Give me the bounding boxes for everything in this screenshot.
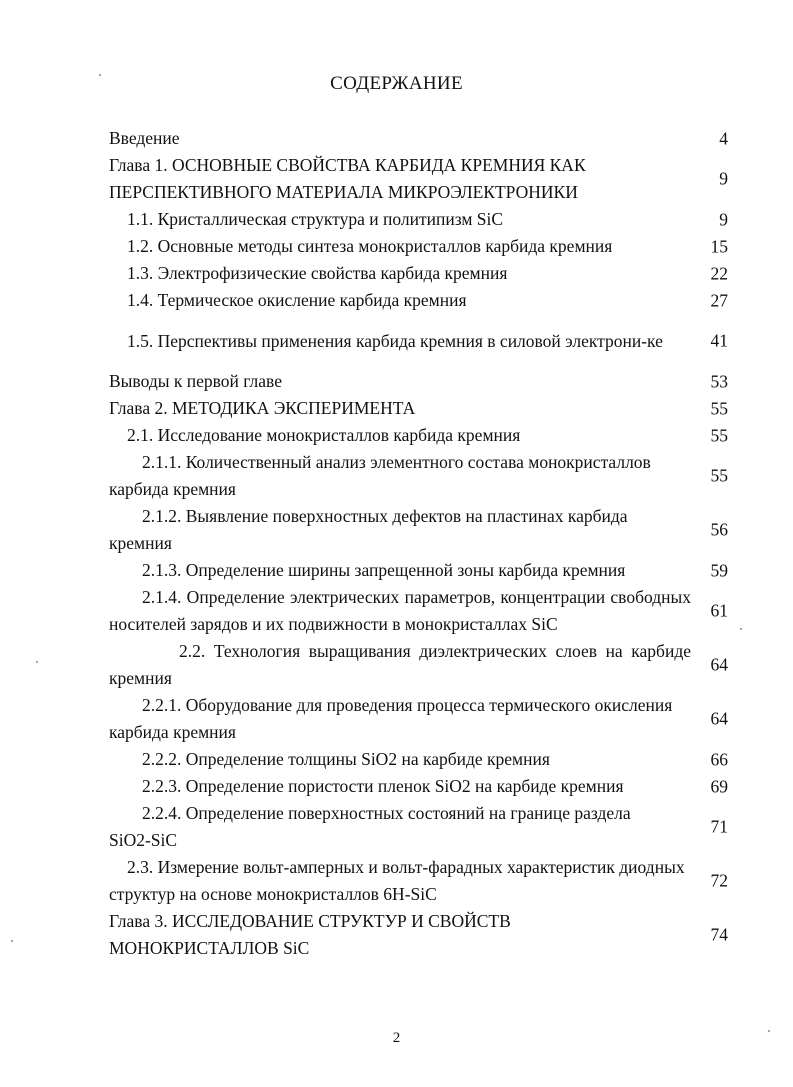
toc-entry-text: 2.1.2. Выявление поверхностных дефектов на пластинах карбида кремния (109, 506, 628, 553)
toc-entry-page: 64 (710, 708, 728, 729)
toc-entry-text: Глава 2. МЕТОДИКА ЭКСПЕРИМЕНТА (109, 398, 416, 418)
toc-entry-text: 1.1. Кристаллическая структура и политипизм SiC (127, 209, 504, 229)
toc-entry-text: 2.1.1. Количественный анализ элементного состава монокристаллов карбида кремния (109, 452, 651, 499)
toc-entry (109, 584, 734, 638)
toc-entry (109, 260, 734, 287)
toc-entry-page: 59 (710, 560, 728, 580)
toc-entry (109, 422, 734, 449)
toc-entry-page: 55 (710, 465, 728, 486)
toc-entry-text: 2.1. Исследование монокристаллов карбида кремния (127, 425, 521, 445)
toc-entry (109, 557, 734, 584)
toc-entry-text: 2.3. Измерение вольт-амперных и вольт-фарадных характеристик диодных структур на основе монокристаллов 6H-SiC (109, 857, 685, 904)
toc-entry (109, 503, 734, 557)
toc-entry-text: 1.2. Основные методы синтеза монокристаллов карбида кремния (127, 236, 613, 256)
toc-entry-text: 2.2.2. Определение толщины SiO2 на карбиде кремния (142, 749, 550, 769)
toc-entry (109, 368, 734, 395)
toc-entry (109, 152, 734, 206)
toc-entry-text: 1.3. Электрофизические свойства карбида кремния (127, 263, 508, 283)
toc-entry (109, 854, 734, 908)
toc-entry-text: 2.2.1. Оборудование для проведения процесса термического окисления карбида кремния (109, 695, 673, 742)
table-of-contents (109, 125, 734, 962)
toc-entry (109, 314, 734, 368)
toc-entry-page: 72 (710, 870, 728, 891)
toc-entry-page: 9 (719, 168, 728, 189)
toc-entry-page: 53 (710, 371, 728, 391)
scan-speck (768, 1030, 770, 1032)
scan-speck (740, 628, 742, 630)
toc-entry-text: Глава 1. ОСНОВНЫЕ СВОЙСТВА КАРБИДА КРЕМНИЯ КАК ПЕРСПЕКТИВНОГО МАТЕРИАЛА МИКРОЭЛЕКТРОНИКИ (109, 155, 586, 202)
toc-entry-page: 64 (710, 654, 728, 675)
toc-entry-text: 2.2.3. Определение пористости пленок SiO2 на карбиде кремния (142, 776, 624, 796)
toc-entry-text: 1.4. Термическое окисление карбида кремния (127, 290, 467, 310)
toc-entry (109, 773, 734, 800)
toc-entry-text: 2.1.4. Определение электрических параметров, концентрации свободных носителей зарядов и их подвижности в монокристаллах SiC (109, 587, 691, 634)
toc-entry-page: 41 (710, 330, 728, 351)
toc-entry (109, 233, 734, 260)
toc-entry (109, 800, 734, 854)
toc-entry-page: 74 (710, 924, 728, 945)
toc-entry-page: 66 (710, 749, 728, 769)
toc-entry-text: Глава 3. ИССЛЕДОВАНИЕ СТРУКТУР И СВОЙСТВ МОНОКРИСТАЛЛОВ SiC (109, 911, 511, 958)
page-number: 2 (392, 1030, 401, 1046)
toc-entry-page: 69 (710, 776, 728, 796)
toc-entry (109, 746, 734, 773)
toc-entry-page: 61 (710, 600, 728, 621)
toc-entry-text: 2.2. Технология выращивания диэлектрических слоев на карбиде кремния (109, 641, 691, 688)
toc-entry-page: 15 (710, 236, 728, 256)
toc-entry (109, 287, 734, 314)
toc-entry-page: 56 (710, 519, 728, 540)
toc-entry (109, 638, 734, 692)
scan-speck (11, 940, 13, 942)
toc-entry-text: 2.1.3. Определение ширины запрещенной зоны карбида кремния (142, 560, 626, 580)
toc-entry (109, 395, 734, 422)
toc-entry-page: 55 (710, 398, 728, 418)
toc-entry (109, 206, 734, 233)
toc-entry (109, 908, 734, 962)
toc-entry-page: 22 (710, 263, 728, 283)
scan-speck (36, 661, 38, 663)
toc-entry-text: Введение (109, 128, 180, 148)
toc-entry-page: 9 (719, 209, 728, 229)
toc-entry (109, 125, 734, 152)
toc-entry-page: 27 (710, 290, 728, 310)
toc-entry (109, 449, 734, 503)
scan-speck (99, 74, 101, 76)
toc-entry-text: Выводы к первой главе (109, 371, 282, 391)
page-title: СОДЕРЖАНИЕ (330, 73, 463, 94)
toc-entry-text: 1.5. Перспективы применения карбида кремния в силовой электрони-ке (127, 330, 663, 351)
toc-entry-page: 55 (710, 425, 728, 445)
toc-entry-page: 71 (710, 816, 728, 837)
toc-entry-text: 2.2.4. Определение поверхностных состояний на границе раздела SiO2-SiC (109, 803, 631, 850)
toc-entry (109, 692, 734, 746)
toc-entry-page: 4 (719, 128, 728, 148)
